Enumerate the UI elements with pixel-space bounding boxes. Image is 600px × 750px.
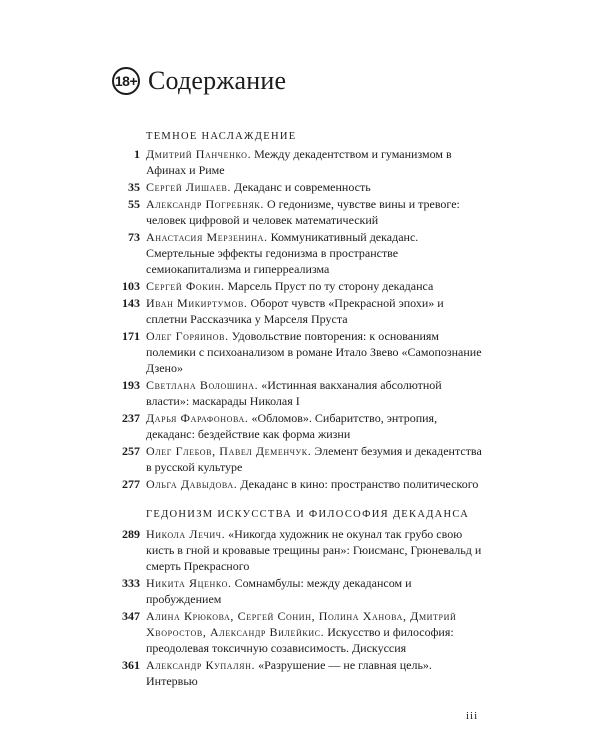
toc-title: «Разрушение — не главная цель». Интервью bbox=[146, 658, 432, 688]
toc-title: Декаданс и современность bbox=[234, 180, 371, 194]
toc-author: Никола Лечич. bbox=[146, 527, 226, 541]
toc-entry[interactable] bbox=[110, 377, 485, 409]
toc-page-number: 171 bbox=[122, 329, 140, 343]
toc-title: Сомнамбулы: между декадансом и пробуждением bbox=[146, 576, 412, 606]
toc-page-number: 361 bbox=[122, 658, 140, 672]
page-header bbox=[112, 66, 286, 96]
toc-entry[interactable] bbox=[110, 476, 485, 492]
toc-entry-text bbox=[146, 657, 485, 689]
toc-entry-text bbox=[146, 575, 485, 607]
toc-entry[interactable] bbox=[110, 657, 485, 689]
toc-page-number: 333 bbox=[122, 576, 140, 590]
toc-author: Алина Крюкова, Сергей Сонин, Полина Ханова, Дмитрий Хворостов, Александр Вилейкис. bbox=[146, 609, 457, 639]
toc-page-number: 193 bbox=[122, 378, 140, 392]
toc-entry-text bbox=[146, 229, 485, 277]
toc-page-number: 237 bbox=[122, 411, 140, 425]
toc-author: Сергей Лишаев. bbox=[146, 180, 232, 194]
toc-title: Коммуникативный декаданс. Смертельные эффекты гедонизма в пространстве семиокапитализма и гиперреализма bbox=[146, 230, 419, 276]
toc-entry-text bbox=[146, 328, 485, 376]
toc-entry[interactable] bbox=[110, 146, 485, 178]
toc-page-number: 143 bbox=[122, 296, 140, 310]
toc-title: «Истинная вакханалия абсолютной власти»: маскарады Николая I bbox=[146, 378, 442, 408]
toc-page-number: 55 bbox=[128, 197, 140, 211]
toc-entry[interactable] bbox=[110, 608, 485, 656]
toc-author: Дмитрий Панченко. bbox=[146, 147, 252, 161]
toc-title: Удовольствие повторения: к основаниям полемики с психоанализом в романе Итало Звево «Самопознание Дзено» bbox=[146, 329, 482, 375]
toc-author: Иван Микиртумов. bbox=[146, 296, 248, 310]
toc-author: Светлана Волошина. bbox=[146, 378, 259, 392]
toc-entry-text bbox=[146, 410, 485, 442]
section-heading: ТЕМНОЕ НАСЛАЖДЕНИЕ bbox=[146, 131, 297, 142]
page-number: iii bbox=[466, 710, 479, 722]
toc-author: Александр Купалян. bbox=[146, 658, 256, 672]
toc-author: Александр Погребняк. bbox=[146, 197, 264, 211]
toc-title: Декаданс в кино: пространство политического bbox=[240, 477, 479, 491]
toc-entry-text bbox=[146, 278, 485, 294]
table-of-contents bbox=[110, 128, 485, 690]
toc-author: Никита Яценко. bbox=[146, 576, 232, 590]
toc-title: Искусство и философия: преодолевая токсичную созависимость. Дискуссия bbox=[146, 625, 454, 655]
toc-entry[interactable] bbox=[110, 229, 485, 277]
toc-title: О гедонизме, чувстве вины и тревоге: человек цифровой и человек математический bbox=[146, 197, 460, 227]
toc-author: Сергей Фокин. bbox=[146, 279, 225, 293]
toc-entry[interactable] bbox=[110, 328, 485, 376]
toc-entry-text bbox=[146, 526, 485, 574]
section-heading: ГЕДОНИЗМ ИСКУССТВА И ФИЛОСОФИЯ ДЕКАДАНСА bbox=[146, 509, 470, 520]
toc-entry[interactable] bbox=[110, 278, 485, 294]
toc-entry[interactable] bbox=[110, 295, 485, 327]
toc-page-number: 103 bbox=[122, 279, 140, 293]
toc-page-number: 35 bbox=[128, 180, 140, 194]
toc-title: Оборот чувств «Прекрасной эпохи» и сплетни Рассказчика у Марселя Пруста bbox=[146, 296, 444, 326]
toc-page-number: 289 bbox=[122, 527, 140, 541]
toc-title: Между декадентством и гуманизмом в Афинах и Риме bbox=[146, 147, 452, 177]
toc-entry-text bbox=[146, 476, 485, 492]
toc-page-number: 257 bbox=[122, 444, 140, 458]
age-rating-badge: 18+ bbox=[112, 67, 140, 95]
toc-page-number: 1 bbox=[134, 147, 140, 161]
toc-title: Марсель Пруст по ту сторону декаданса bbox=[227, 279, 434, 293]
toc-entry-text bbox=[146, 608, 485, 656]
toc-entry[interactable] bbox=[110, 179, 485, 195]
toc-entry-text bbox=[146, 295, 485, 327]
toc-title: «Никогда художник не окунал так грубо свою кисть в гной и кровавые трещины ран»: Гюисманс, Грюневальд и смерть Прекрасного bbox=[146, 527, 482, 573]
toc-title: Элемент безумия и декадентства в русской культуре bbox=[146, 444, 482, 474]
toc-page-number: 73 bbox=[128, 230, 140, 244]
toc-author: Олег Глебов, Павел Деменчук. bbox=[146, 444, 312, 458]
toc-entry-text bbox=[146, 179, 485, 195]
toc-page-number: 347 bbox=[122, 609, 140, 623]
toc-entry[interactable] bbox=[110, 526, 485, 574]
toc-entry-text bbox=[146, 443, 485, 475]
toc-author: Анастасия Мерзенина. bbox=[146, 230, 268, 244]
toc-entry-text bbox=[146, 146, 485, 178]
toc-entry-text bbox=[146, 196, 485, 228]
toc-entry[interactable] bbox=[110, 196, 485, 228]
toc-title: «Обломов». Сибаритство, энтропия, декаданс: бездействие как форма жизни bbox=[146, 411, 438, 441]
toc-entry-text bbox=[146, 377, 485, 409]
toc-entry[interactable] bbox=[110, 575, 485, 607]
toc-author: Ольга Давыдова. bbox=[146, 477, 238, 491]
toc-author: Олег Горяинов. bbox=[146, 329, 229, 343]
toc-page-number: 277 bbox=[122, 477, 140, 491]
toc-author: Дарья Фарафонова. bbox=[146, 411, 249, 425]
page-title: Содержание bbox=[148, 66, 287, 95]
toc-entry[interactable] bbox=[110, 443, 485, 475]
toc-entry[interactable] bbox=[110, 410, 485, 442]
